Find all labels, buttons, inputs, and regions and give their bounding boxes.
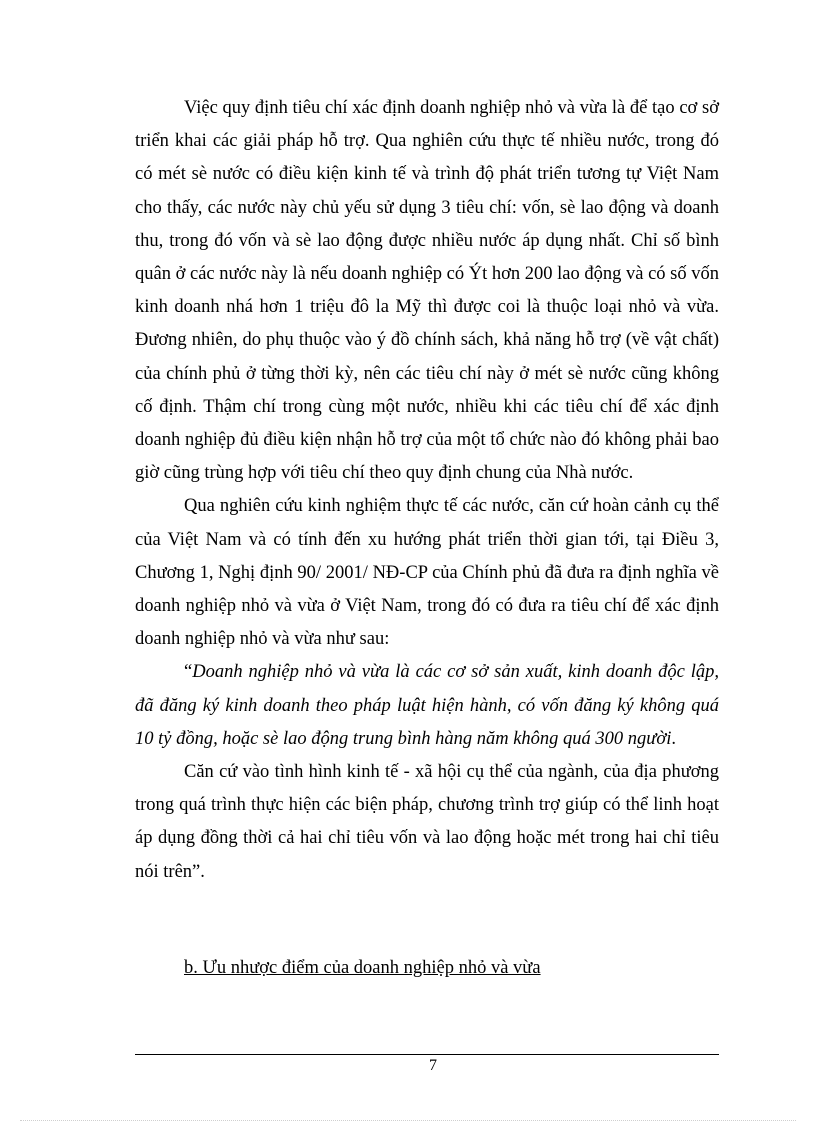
section-heading: b. Ưu nhược điểm của doanh nghiệp nhỏ và vừa — [184, 958, 541, 978]
page-number: 7 — [429, 1057, 437, 1074]
paragraph-decree-definition: Qua nghiên cứu kinh nghiệm thực tế các nước, căn cứ hoàn cảnh cụ thể của Việt Nam và có tính đến xu hướng phát triển thời gian tới, tại Điều 3, Chương 1, Nghị định 90/ 2001/ NĐ-CP của Chính phủ đã đưa ra định nghĩa về doanh nghiệp nhỏ và vừa ở Việt Nam, trong đó có đưa ra tiêu chí để xác định doanh nghiệp nhỏ và vừa như sau: — [135, 496, 719, 650]
quote-italic-text: Doanh nghiệp nhỏ và vừa là các cơ sở sản xuất, kinh doanh độc lập, đã đăng ký kinh doanh theo pháp luật hiện hành, có vốn đăng ký không quá 10 tỷ đồng, hoặc sè lao động trung bình hàng năm không quá 300 người — [135, 662, 719, 749]
footer-rule — [135, 1054, 719, 1055]
quote-open-mark: “ — [184, 662, 193, 683]
paragraph-closing: Căn cứ vào tình hình kinh tế - xã hội cụ thể của ngành, của địa phương trong quá trình thực hiện các biện pháp, chương trình trợ giúp có thể linh hoạt áp dụng đồng thời cả hai chỉ tiêu vốn và lao động hoặc mét trong hai chỉ tiêu nói trên”. — [135, 762, 719, 882]
quoted-definition — [135, 656, 719, 756]
quote-tail: . — [671, 728, 677, 749]
paragraph-criteria-overview: Việc quy định tiêu chí xác định doanh nghiệp nhỏ và vừa là để tạo cơ sở triển khai các giải pháp hỗ trợ. Qua nghiên cứu thực tế nhiều nước, trong đó có mét sè nước có điều kiện kinh tế và trình độ phát triển tương tự Việt Nam cho thấy, các nước này chủ yếu sử dụng 3 tiêu chí: vốn, sè lao động và doanh thu, trong đó vốn và sè lao động được nhiều nước áp dụng nhất. Chỉ số bình quân ở các nước này là nếu doanh nghiệp có Ýt hơn 200 lao động và có số vốn kinh doanh nhá hơn 1 triệu đô la Mỹ thì được coi là thuộc loại nhỏ và vừa. Đương nhiên, do phụ thuộc vào ý đồ chính sách, khả năng hỗ trợ (về vật chất) của chính phủ ở từng thời kỳ, nên các tiêu chí này ở mét sè nước cũng không cố định. Thậm chí trong cùng một nước, nhiều khi các tiêu chí để xác định doanh nghiệp đủ điều kiện nhận hỗ trợ của một tổ chức nào đó không phải bao giờ cũng trùng hợp với tiêu chí theo quy định chung của Nhà nước. — [135, 98, 719, 484]
page-edge-divider — [20, 1120, 796, 1121]
body-text — [135, 92, 719, 889]
